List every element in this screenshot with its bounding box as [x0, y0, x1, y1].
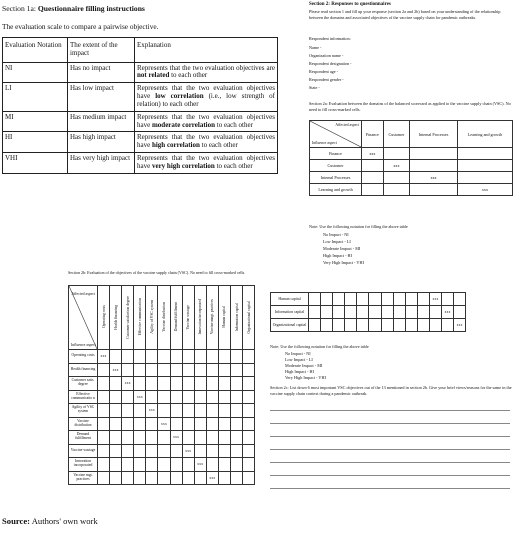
input-cell[interactable]: [170, 404, 182, 418]
input-cell[interactable]: [182, 363, 194, 377]
input-cell[interactable]: [170, 444, 182, 458]
cross-cell: xxx: [206, 471, 218, 485]
cross-cell: xxx: [122, 377, 134, 391]
domain-evaluation-table: [309, 120, 513, 196]
table-row: [69, 417, 255, 431]
column-header: Customer satisfaction degree: [122, 286, 134, 350]
input-cell[interactable]: [182, 431, 194, 445]
explanation-cell: Represents that the two evaluation objectives have moderate correlation to each other: [135, 111, 278, 132]
input-cell[interactable]: [405, 306, 417, 319]
cross-cell: xxx: [383, 160, 409, 172]
input-cell[interactable]: [110, 444, 122, 458]
input-cell[interactable]: [146, 377, 158, 391]
input-cell[interactable]: [134, 417, 146, 431]
input-cell[interactable]: [194, 350, 206, 364]
age-field[interactable]: Respondent age -: [309, 69, 339, 74]
objectives-evaluation-table: [68, 285, 255, 485]
input-cell[interactable]: [243, 431, 255, 445]
diagonal-header-cell: [310, 121, 362, 148]
input-cell[interactable]: [194, 417, 206, 431]
input-cell[interactable]: [218, 417, 230, 431]
input-cell[interactable]: [381, 306, 393, 319]
input-cell[interactable]: [383, 184, 409, 196]
input-cell[interactable]: [393, 319, 405, 332]
table-row: [271, 293, 466, 306]
answer-line[interactable]: [270, 436, 510, 437]
input-cell[interactable]: [218, 404, 230, 418]
notation-item: Low Impact - LI: [285, 357, 313, 362]
input-cell[interactable]: [110, 350, 122, 364]
capital-table: [270, 292, 466, 332]
section-2a-description: Section 2a: Evaluation between the domains of the balanced scorecard as applied to the vaccine supply chain (VSC). No need to fill cross-marked cells.: [309, 101, 511, 112]
table-row: [69, 363, 255, 377]
column-header: Innovation incorporated: [194, 286, 206, 350]
input-cell[interactable]: [231, 444, 243, 458]
input-cell[interactable]: [170, 458, 182, 472]
input-cell[interactable]: [134, 404, 146, 418]
input-cell[interactable]: [345, 306, 357, 319]
input-cell[interactable]: [206, 431, 218, 445]
input-cell[interactable]: [231, 350, 243, 364]
input-cell[interactable]: [146, 417, 158, 431]
row-label: Demand fulfillment: [69, 431, 98, 445]
input-cell[interactable]: [170, 350, 182, 364]
input-cell[interactable]: [158, 390, 170, 404]
input-cell[interactable]: [383, 148, 409, 160]
cross-cell: xxx: [362, 148, 384, 160]
table-row: [69, 431, 255, 445]
row-label: Agility of VSC system: [69, 404, 98, 418]
input-cell[interactable]: [146, 390, 158, 404]
input-cell[interactable]: [218, 390, 230, 404]
section-1a-title: Section 1a: Questionnaire filling instructions: [2, 4, 145, 13]
section-2c-text: Section 2c: List down 6 most important VSC objectives out of the 13 mentioned in section 2b. Give your brief views/reasons for the same in the vaccine supply chain context during a pandemic outbreak.: [270, 385, 512, 396]
cross-cell: xxx: [146, 404, 158, 418]
input-cell[interactable]: [146, 458, 158, 472]
input-cell[interactable]: [182, 390, 194, 404]
input-cell[interactable]: [369, 319, 381, 332]
input-cell[interactable]: [218, 471, 230, 485]
input-cell[interactable]: [170, 390, 182, 404]
input-cell[interactable]: [98, 431, 110, 445]
input-cell[interactable]: [321, 293, 333, 306]
notation-item: Moderate Impact - MI: [285, 363, 323, 368]
input-cell[interactable]: [146, 363, 158, 377]
table-row: [69, 390, 255, 404]
input-cell[interactable]: [231, 390, 243, 404]
column-header: Effective communication: [134, 286, 146, 350]
input-cell[interactable]: [170, 417, 182, 431]
input-cell[interactable]: [206, 458, 218, 472]
input-cell[interactable]: [362, 172, 384, 184]
input-cell[interactable]: [98, 458, 110, 472]
table-row: [69, 404, 255, 418]
input-cell[interactable]: [98, 363, 110, 377]
table-row: Customer xxx: [310, 160, 513, 172]
input-cell[interactable]: [381, 293, 393, 306]
cross-cell: xxx: [170, 431, 182, 445]
input-cell[interactable]: [158, 471, 170, 485]
input-cell[interactable]: [243, 458, 255, 472]
row-label: Innovation incorporated: [69, 458, 98, 472]
input-cell[interactable]: [218, 350, 230, 364]
input-cell[interactable]: [134, 431, 146, 445]
column-header: Customer: [383, 121, 409, 148]
input-cell[interactable]: [98, 471, 110, 485]
cross-cell: xxx: [134, 390, 146, 404]
input-cell[interactable]: [231, 417, 243, 431]
header-extent: The extent of the impact: [68, 38, 135, 63]
input-cell[interactable]: [410, 184, 458, 196]
table-row: LI Has low impact Represents that the two evaluation objectives have low correlation (i.e., low strength of relation) to each other: [3, 83, 278, 111]
notation-item: High Impact - HI: [323, 253, 352, 258]
table-row: [69, 377, 255, 391]
input-cell[interactable]: [110, 377, 122, 391]
answer-line[interactable]: [270, 449, 510, 450]
column-header: Agility of VSC system: [146, 286, 158, 350]
input-cell[interactable]: [182, 458, 194, 472]
cross-cell: xxx: [454, 319, 466, 332]
cross-cell: xxx: [110, 363, 122, 377]
cross-cell: xxx: [158, 417, 170, 431]
column-header: Demand fulfillment: [170, 286, 182, 350]
answer-line[interactable]: [270, 475, 510, 476]
input-cell[interactable]: [309, 306, 321, 319]
cross-cell: xxx: [182, 444, 194, 458]
answer-line[interactable]: [270, 410, 510, 411]
input-cell[interactable]: [405, 319, 417, 332]
state-field[interactable]: State -: [309, 85, 320, 90]
input-cell[interactable]: [110, 458, 122, 472]
input-cell[interactable]: [381, 319, 393, 332]
table-header-row: [69, 286, 255, 350]
input-cell[interactable]: [405, 293, 417, 306]
input-cell[interactable]: [98, 390, 110, 404]
input-cell[interactable]: [110, 417, 122, 431]
row-label: Human capital: [271, 293, 309, 306]
cross-cell: xxx: [457, 184, 512, 196]
column-header: Human capital: [218, 286, 230, 350]
input-cell[interactable]: [122, 431, 134, 445]
input-cell[interactable]: [206, 377, 218, 391]
row-label: Customer satis. degree: [69, 377, 98, 391]
input-cell[interactable]: [243, 377, 255, 391]
input-cell[interactable]: [362, 160, 384, 172]
column-header: Finance: [362, 121, 384, 148]
column-header: Information capital: [231, 286, 243, 350]
input-cell[interactable]: [243, 363, 255, 377]
input-cell[interactable]: [357, 293, 369, 306]
input-cell[interactable]: [122, 350, 134, 364]
input-cell[interactable]: [110, 431, 122, 445]
input-cell[interactable]: [442, 319, 454, 332]
input-cell[interactable]: [158, 363, 170, 377]
answer-line[interactable]: [270, 488, 510, 489]
input-cell[interactable]: [206, 404, 218, 418]
input-cell[interactable]: [182, 471, 194, 485]
input-cell[interactable]: [231, 458, 243, 472]
input-cell[interactable]: [218, 444, 230, 458]
input-cell[interactable]: [182, 377, 194, 391]
input-cell[interactable]: [457, 148, 512, 160]
affected-aspect-label: Affected aspect: [335, 123, 359, 127]
input-cell[interactable]: [194, 363, 206, 377]
input-cell[interactable]: [134, 350, 146, 364]
input-cell[interactable]: [182, 417, 194, 431]
input-cell[interactable]: [321, 306, 333, 319]
cross-cell: xxx: [410, 172, 458, 184]
influence-aspect-label: Influence aspect: [71, 342, 96, 347]
input-cell[interactable]: [158, 431, 170, 445]
section-1a-subtitle: The evaluation scale to compare a pairwise objective.: [2, 22, 159, 31]
input-cell[interactable]: [158, 444, 170, 458]
table-row: HI Has high impact Represents that the two evaluation objectives have high correlation to each other: [3, 132, 278, 153]
input-cell[interactable]: [122, 363, 134, 377]
column-header: Health financing: [110, 286, 122, 350]
notation-item: Very High Impact - VHI: [323, 260, 364, 265]
designation-field[interactable]: Respondent designation -: [309, 61, 352, 66]
explanation-cell: Represents that the two evaluation objectives are not related to each other: [135, 62, 278, 83]
input-cell[interactable]: [369, 293, 381, 306]
input-cell[interactable]: [357, 306, 369, 319]
input-cell[interactable]: [206, 444, 218, 458]
input-cell[interactable]: [383, 172, 409, 184]
column-header: Vaccine wastage: [182, 286, 194, 350]
input-cell[interactable]: [321, 319, 333, 332]
column-header: Operating costs: [98, 286, 110, 350]
input-cell[interactable]: [333, 293, 345, 306]
input-cell[interactable]: [393, 293, 405, 306]
input-cell[interactable]: [122, 417, 134, 431]
input-cell[interactable]: [194, 377, 206, 391]
input-cell[interactable]: [134, 471, 146, 485]
input-cell[interactable]: [309, 319, 321, 332]
input-cell[interactable]: [309, 293, 321, 306]
row-label: Organizational capital: [271, 319, 309, 332]
column-header: Vaccine mngt. practices: [206, 286, 218, 350]
input-cell[interactable]: [122, 444, 134, 458]
input-cell[interactable]: [98, 444, 110, 458]
input-cell[interactable]: [218, 377, 230, 391]
influence-aspect-label: Influence aspect: [312, 140, 337, 145]
section-2-description: Please read section 1 and fill up your response (section 2a and 2b) based on your understanding of the relationship between the domains and associated objectives of the vaccine supply chain for pandemic outbreaks.: [309, 9, 501, 20]
input-cell[interactable]: [170, 471, 182, 485]
respondent-info-heading: Respondent information:: [309, 36, 351, 41]
explanation-cell: Represents that the two evaluation objectives have low correlation (i.e., low strength of relation) to each other: [135, 83, 278, 111]
header-explanation: Explanation: [135, 38, 278, 63]
input-cell[interactable]: [243, 471, 255, 485]
input-cell[interactable]: [243, 444, 255, 458]
input-cell[interactable]: [417, 306, 429, 319]
table-row: Finance xxx: [310, 148, 513, 160]
table-row: [271, 319, 466, 332]
header-notation: Evaluation Notation: [3, 38, 68, 63]
input-cell[interactable]: [194, 444, 206, 458]
table-row: MI Has medium impact Represents that the two evaluation objectives have moderate correlation to each other: [3, 111, 278, 132]
notation-item: Moderate Impact - MI: [323, 246, 361, 251]
input-cell[interactable]: [231, 404, 243, 418]
input-cell[interactable]: [333, 306, 345, 319]
input-cell[interactable]: [345, 319, 357, 332]
input-cell[interactable]: [158, 404, 170, 418]
input-cell[interactable]: [410, 160, 458, 172]
input-cell[interactable]: [362, 184, 384, 196]
table-header-row: [3, 38, 278, 63]
table-row: [69, 444, 255, 458]
input-cell[interactable]: [333, 319, 345, 332]
input-cell[interactable]: [146, 444, 158, 458]
column-header: Learning and growth: [457, 121, 512, 148]
explanation-cell: Represents that the two evaluation objectives have high correlation to each other: [135, 132, 278, 153]
input-cell[interactable]: [98, 377, 110, 391]
input-cell[interactable]: [345, 293, 357, 306]
input-cell[interactable]: [98, 404, 110, 418]
input-cell[interactable]: [231, 377, 243, 391]
input-cell[interactable]: [457, 160, 512, 172]
input-cell[interactable]: [134, 377, 146, 391]
input-cell[interactable]: [134, 363, 146, 377]
table-row: VHI Has very high impact Represents that the two evaluation objectives have very high correlation to each other: [3, 153, 278, 174]
column-header: Organizational capital: [243, 286, 255, 350]
table-row: [271, 306, 466, 319]
input-cell[interactable]: [134, 458, 146, 472]
table-row: NI Has no impact Represents that the two evaluation objectives are not related to each other: [3, 62, 278, 83]
input-cell[interactable]: [243, 404, 255, 418]
input-cell[interactable]: [206, 417, 218, 431]
table-row: Internal Processes xxx: [310, 172, 513, 184]
input-cell[interactable]: [218, 458, 230, 472]
input-cell[interactable]: [122, 390, 134, 404]
input-cell[interactable]: [429, 306, 441, 319]
input-cell[interactable]: [158, 350, 170, 364]
input-cell[interactable]: [243, 350, 255, 364]
row-label: Vaccine distribution: [69, 417, 98, 431]
table-row: [69, 458, 255, 472]
input-cell[interactable]: [417, 319, 429, 332]
row-label: Information capital: [271, 306, 309, 319]
row-label: Vaccine wastage: [69, 444, 98, 458]
row-label: Effective communicatio n: [69, 390, 98, 404]
column-header: Internal Processes: [410, 121, 458, 148]
organization-field[interactable]: Organization name -: [309, 53, 344, 58]
input-cell[interactable]: [134, 444, 146, 458]
input-cell[interactable]: [218, 431, 230, 445]
notation-item: No Impact - NI: [323, 232, 349, 237]
notation-item: High Impact - HI: [285, 369, 314, 374]
input-cell[interactable]: [110, 471, 122, 485]
input-cell[interactable]: [243, 417, 255, 431]
input-cell[interactable]: [158, 458, 170, 472]
input-cell[interactable]: [170, 363, 182, 377]
input-cell[interactable]: [417, 293, 429, 306]
input-cell[interactable]: [410, 148, 458, 160]
input-cell[interactable]: [182, 404, 194, 418]
cross-cell: xxx: [442, 306, 454, 319]
input-cell[interactable]: [146, 350, 158, 364]
input-cell[interactable]: [206, 390, 218, 404]
gender-field[interactable]: Respondent gender -: [309, 77, 344, 82]
column-header: Vaccine distribution: [158, 286, 170, 350]
input-cell[interactable]: [194, 390, 206, 404]
notation-item: Very High Impact - VHI: [285, 375, 326, 380]
input-cell[interactable]: [182, 350, 194, 364]
notation-note: Note: Use the following notation for filling the above table: [270, 344, 369, 349]
input-cell[interactable]: [218, 363, 230, 377]
row-label: Operating costs: [69, 350, 98, 364]
input-cell[interactable]: [454, 306, 466, 319]
input-cell[interactable]: [194, 431, 206, 445]
input-cell[interactable]: [231, 471, 243, 485]
input-cell[interactable]: [122, 458, 134, 472]
row-label: Vaccine mgt. practices: [69, 471, 98, 485]
input-cell[interactable]: [194, 471, 206, 485]
table-row: Learning and growth xxx: [310, 184, 513, 196]
input-cell[interactable]: [231, 431, 243, 445]
input-cell[interactable]: [110, 390, 122, 404]
input-cell[interactable]: [454, 293, 466, 306]
input-cell[interactable]: [146, 431, 158, 445]
input-cell[interactable]: [393, 306, 405, 319]
input-cell[interactable]: [206, 350, 218, 364]
table-row: [69, 471, 255, 485]
notation-item: No Impact - NI: [285, 351, 311, 356]
input-cell[interactable]: [170, 377, 182, 391]
input-cell[interactable]: [357, 319, 369, 332]
explanation-cell: Represents that the two evaluation objectives have very high correlation to each other: [135, 153, 278, 174]
input-cell[interactable]: [442, 293, 454, 306]
row-label: Health financing: [69, 363, 98, 377]
affected-aspect-label: Affected aspect: [71, 292, 95, 296]
input-cell[interactable]: [231, 363, 243, 377]
answer-line[interactable]: [270, 462, 510, 463]
input-cell[interactable]: [122, 404, 134, 418]
section-2-title: Section 2: Responses to questionnaires: [309, 2, 391, 7]
section-2b-title: Section 2b: Evaluation of the objectives of the vaccine supply chain (VSC). No need to fill cross-marked cells.: [68, 270, 246, 275]
answer-line[interactable]: [270, 423, 510, 424]
source-note: Source: Authors' own work: [2, 516, 98, 526]
cross-cell: xxx: [98, 350, 110, 364]
table-header-row: [310, 121, 513, 148]
input-cell[interactable]: [243, 390, 255, 404]
cross-cell: xxx: [194, 458, 206, 472]
evaluation-scale-table: [2, 37, 278, 174]
input-cell[interactable]: [457, 172, 512, 184]
name-field[interactable]: Name -: [309, 45, 322, 50]
diagonal-header-cell: [69, 286, 98, 350]
input-cell[interactable]: [98, 417, 110, 431]
input-cell[interactable]: [429, 319, 441, 332]
input-cell[interactable]: [194, 404, 206, 418]
table-row: [69, 350, 255, 364]
cross-cell: xxx: [429, 293, 441, 306]
input-cell[interactable]: [206, 363, 218, 377]
notation-note: Note: Use the following notation for filling the above table: [309, 224, 408, 229]
input-cell[interactable]: [369, 306, 381, 319]
input-cell[interactable]: [122, 471, 134, 485]
input-cell[interactable]: [110, 404, 122, 418]
input-cell[interactable]: [146, 471, 158, 485]
notation-item: Low Impact - LI: [323, 239, 351, 244]
input-cell[interactable]: [158, 377, 170, 391]
